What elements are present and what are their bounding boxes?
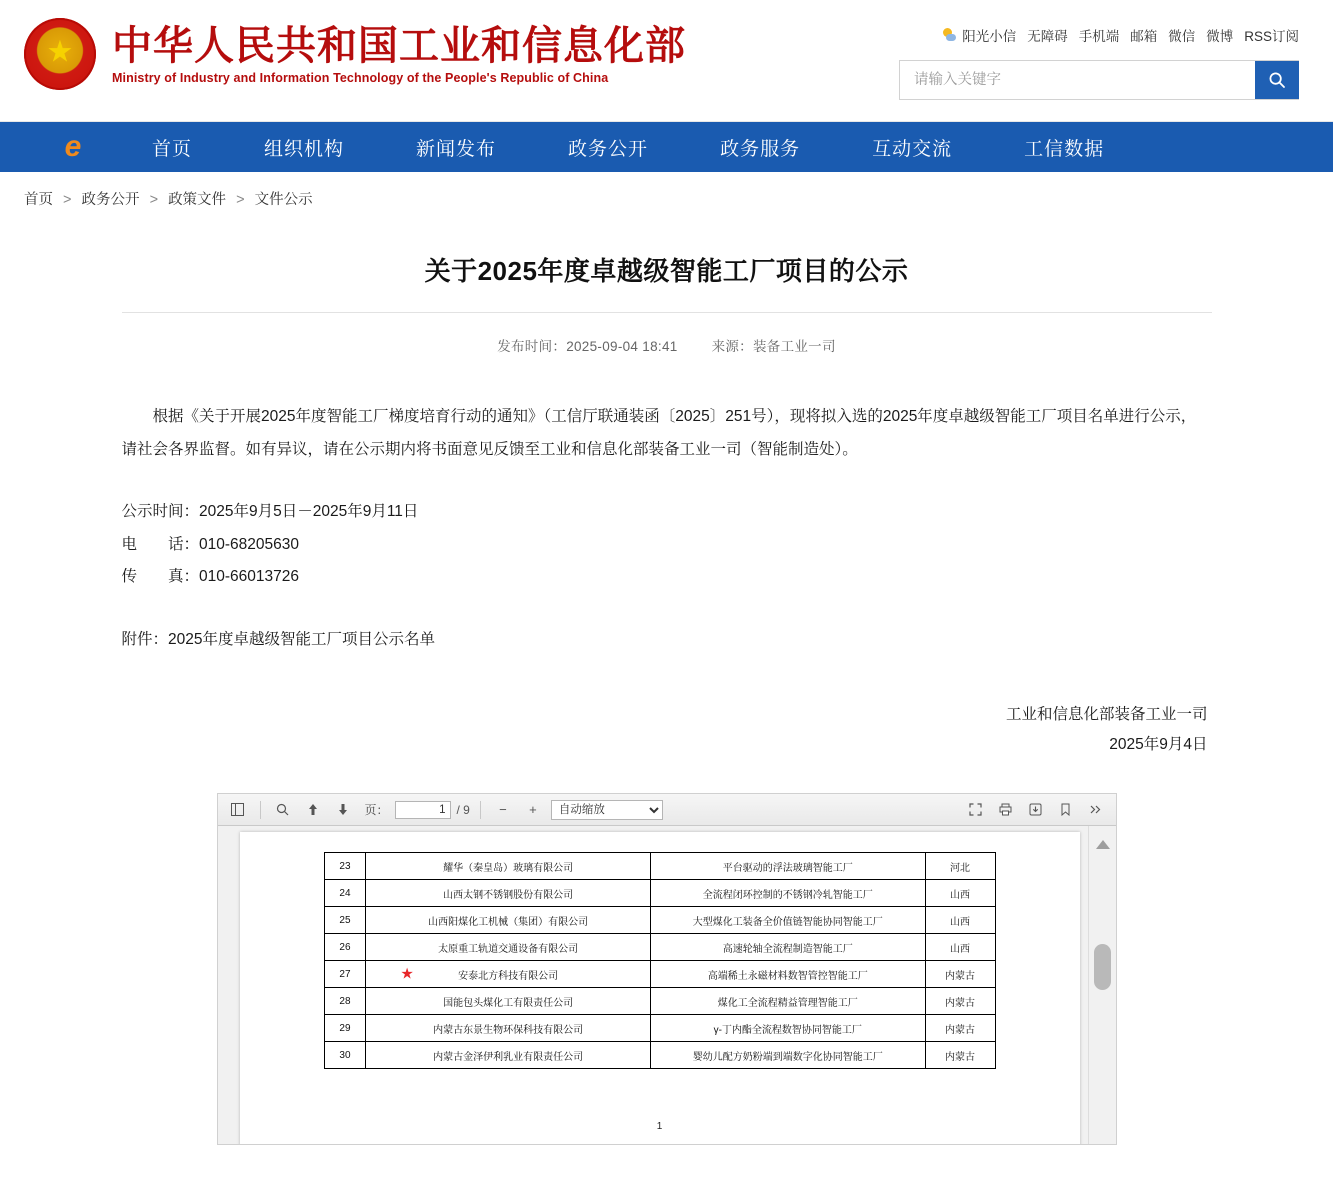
pdf-canvas <box>218 826 1116 1145</box>
quick-links <box>899 24 1299 46</box>
download-icon[interactable] <box>1024 799 1048 821</box>
breadcrumb-item-notices[interactable]: 文件公示 <box>254 192 313 208</box>
zoom-out-icon[interactable]: − <box>499 802 507 818</box>
ministry-name-en: Ministry of Industry and Information Technology of the People's Republic of China <box>112 71 609 85</box>
table-row <box>324 988 995 1015</box>
cell-region: 河北 <box>925 853 995 880</box>
cell-project: 高端稀土永磁材料数智管控智能工厂 <box>650 961 925 988</box>
pdf-toolbar <box>218 794 1116 826</box>
search-icon[interactable] <box>271 799 295 821</box>
breadcrumb <box>0 172 1333 223</box>
nav-item-interaction[interactable]: 互动交流 <box>872 138 953 160</box>
pdf-page-footer-number: 1 <box>656 1121 663 1133</box>
cell-company: 耀华（秦皇岛）玻璃有限公司 <box>366 853 651 880</box>
breadcrumb-separator: > <box>149 192 159 208</box>
cell-no: 27 <box>324 961 366 988</box>
table-row <box>324 907 995 934</box>
search-icon <box>1268 71 1286 89</box>
site-brand[interactable] <box>24 18 686 90</box>
pdf-page <box>240 832 1080 1145</box>
table-row <box>324 1042 995 1069</box>
cell-project: γ-丁内酯全流程数智协同智能工厂 <box>650 1015 925 1042</box>
search-button[interactable] <box>1255 61 1299 99</box>
print-icon[interactable] <box>994 799 1018 821</box>
scroll-up-icon[interactable] <box>1096 840 1110 849</box>
arrow-up-icon[interactable] <box>301 799 325 821</box>
cell-no: 23 <box>324 853 366 880</box>
quick-link-sunshine[interactable]: 阳光小信 <box>962 29 1017 44</box>
quick-link-accessibility[interactable]: 无障碍 <box>1027 29 1068 44</box>
cell-project: 平台驱动的浮法玻璃智能工厂 <box>650 853 925 880</box>
factory-list-table <box>324 852 996 1069</box>
publish-time-value: 2025-09-04 18:41 <box>566 339 678 354</box>
article <box>122 223 1212 759</box>
nav-item-home[interactable]: 首页 <box>152 138 193 160</box>
breadcrumb-separator: > <box>63 192 72 208</box>
attachment-line[interactable]: 附件：2025年度卓越级智能工厂项目公示名单 <box>121 630 435 648</box>
signature-date: 2025年9月4日 <box>1109 735 1208 753</box>
notice-period: 公示时间：2025年9月5日－2025年9月11日 <box>121 503 419 521</box>
cell-company-label: 安泰北方科技有限公司 <box>458 970 559 982</box>
page-title: 关于2025年度卓越级智能工厂项目的公示 <box>424 256 909 286</box>
nav-item-organization[interactable]: 组织机构 <box>264 138 345 160</box>
page-total-label: / 9 <box>456 802 470 817</box>
quick-link-weibo[interactable]: 微博 <box>1206 29 1234 44</box>
star-icon: ★ <box>400 965 414 983</box>
zoom-select[interactable] <box>551 800 663 820</box>
search-bar <box>899 60 1299 100</box>
quick-link-mobile[interactable]: 手机端 <box>1078 29 1120 44</box>
cell-company: 内蒙古金泽伊利乳业有限责任公司 <box>366 1042 651 1069</box>
national-emblem-icon <box>24 18 96 90</box>
article-body <box>122 401 1212 656</box>
quick-link-wechat[interactable]: 微信 <box>1168 29 1196 44</box>
nav-item-government-services[interactable]: 政务服务 <box>720 138 801 160</box>
fullscreen-icon[interactable] <box>964 799 988 821</box>
article-paragraph-1: 根据《关于开展2025年度智能工厂梯度培育行动的通知》（工信厅联通装函〔2025〕251号），现将拟入选的2025年度卓越级智能工厂项目名单进行公示，请社会各界监督。如有异议，请在公示期内将书面意见反馈至工业和信息化部装备工业一司（智能制造处）。 <box>121 408 1197 458</box>
quick-link-mail[interactable]: 邮箱 <box>1130 29 1158 44</box>
table-row-highlighted <box>324 961 995 988</box>
cell-company: 太原重工轨道交通设备有限公司 <box>366 934 651 961</box>
page-number-input[interactable] <box>395 801 451 819</box>
source-value: 装备工业一司 <box>752 339 836 354</box>
cell-region: 内蒙古 <box>925 1015 995 1042</box>
scrollbar-thumb[interactable] <box>1094 944 1111 990</box>
search-input[interactable] <box>900 61 1255 99</box>
nav-item-news[interactable]: 新闻发布 <box>416 138 497 160</box>
cell-project: 煤化工全流程精益管理智能工厂 <box>650 988 925 1015</box>
arrow-down-icon[interactable] <box>331 799 355 821</box>
breadcrumb-item-policy-docs[interactable]: 政策文件 <box>168 192 227 208</box>
cell-region: 内蒙古 <box>925 1042 995 1069</box>
cell-project: 高速轮轴全流程制造智能工厂 <box>650 934 925 961</box>
zoom-in-icon[interactable]: + <box>529 802 537 818</box>
pdf-viewer <box>217 793 1117 1145</box>
cell-no: 25 <box>324 907 366 934</box>
cell-company: 国能包头煤化工有限责任公司 <box>366 988 651 1015</box>
breadcrumb-item-disclosure[interactable]: 政务公开 <box>81 192 140 208</box>
site-header <box>0 0 1333 122</box>
header-utilities <box>899 24 1299 100</box>
table-row <box>324 1015 995 1042</box>
sidebar-toggle-icon[interactable] <box>226 799 250 821</box>
pdf-scrollbar[interactable] <box>1088 826 1116 1145</box>
table-row <box>324 880 995 907</box>
breadcrumb-item-home[interactable]: 首页 <box>24 192 53 208</box>
cell-region: 内蒙古 <box>925 961 995 988</box>
cell-no: 28 <box>324 988 366 1015</box>
toolbar-divider <box>480 801 481 819</box>
publish-time-label: 发布时间： <box>497 339 567 354</box>
article-signature <box>122 700 1212 759</box>
cell-no: 30 <box>324 1042 366 1069</box>
main-navigation <box>0 122 1333 172</box>
quick-link-rss[interactable]: RSS订阅 <box>1244 29 1299 44</box>
table-row <box>324 934 995 961</box>
cell-company: 内蒙古东景生物环保科技有限公司 <box>366 1015 651 1042</box>
ministry-name-cn: 中华人民共和国工业和信息化部 <box>112 24 686 68</box>
cell-no: 26 <box>324 934 366 961</box>
table-row <box>324 853 995 880</box>
cell-region: 山西 <box>925 907 995 934</box>
chevron-double-right-icon[interactable] <box>1084 799 1108 821</box>
toolbar-divider <box>260 801 261 819</box>
source-label: 来源： <box>711 339 753 354</box>
page-number-label: 页： <box>364 803 389 818</box>
contact-fax: 传 真：010-66013726 <box>121 568 299 586</box>
bookmark-icon[interactable] <box>1054 799 1078 821</box>
cell-no: 29 <box>324 1015 366 1042</box>
article-meta <box>122 313 1212 355</box>
cell-company <box>366 961 651 988</box>
cell-region: 内蒙古 <box>925 988 995 1015</box>
signer-name: 工业和信息化部装备工业一司 <box>1005 706 1208 724</box>
breadcrumb-separator: > <box>236 192 245 208</box>
sun-icon <box>941 27 957 43</box>
cell-company: 山西阳煤化工机械（集团）有限公司 <box>366 907 651 934</box>
cell-region: 山西 <box>925 880 995 907</box>
cell-no: 24 <box>324 880 366 907</box>
cell-project: 大型煤化工装备全价值链智能协同智能工厂 <box>650 907 925 934</box>
cell-project: 全流程闭环控制的不锈钢冷轧智能工厂 <box>650 880 925 907</box>
nav-item-data[interactable]: 工信数据 <box>1024 138 1105 160</box>
cell-project: 婴幼儿配方奶粉端到端数字化协同智能工厂 <box>650 1042 925 1069</box>
contact-phone: 电 话：010-68205630 <box>121 535 299 553</box>
miit-logo-icon[interactable] <box>56 130 90 164</box>
nav-item-government-disclosure[interactable]: 政务公开 <box>568 138 649 160</box>
cell-company: 山西太钢不锈钢股份有限公司 <box>366 880 651 907</box>
cell-region: 山西 <box>925 934 995 961</box>
